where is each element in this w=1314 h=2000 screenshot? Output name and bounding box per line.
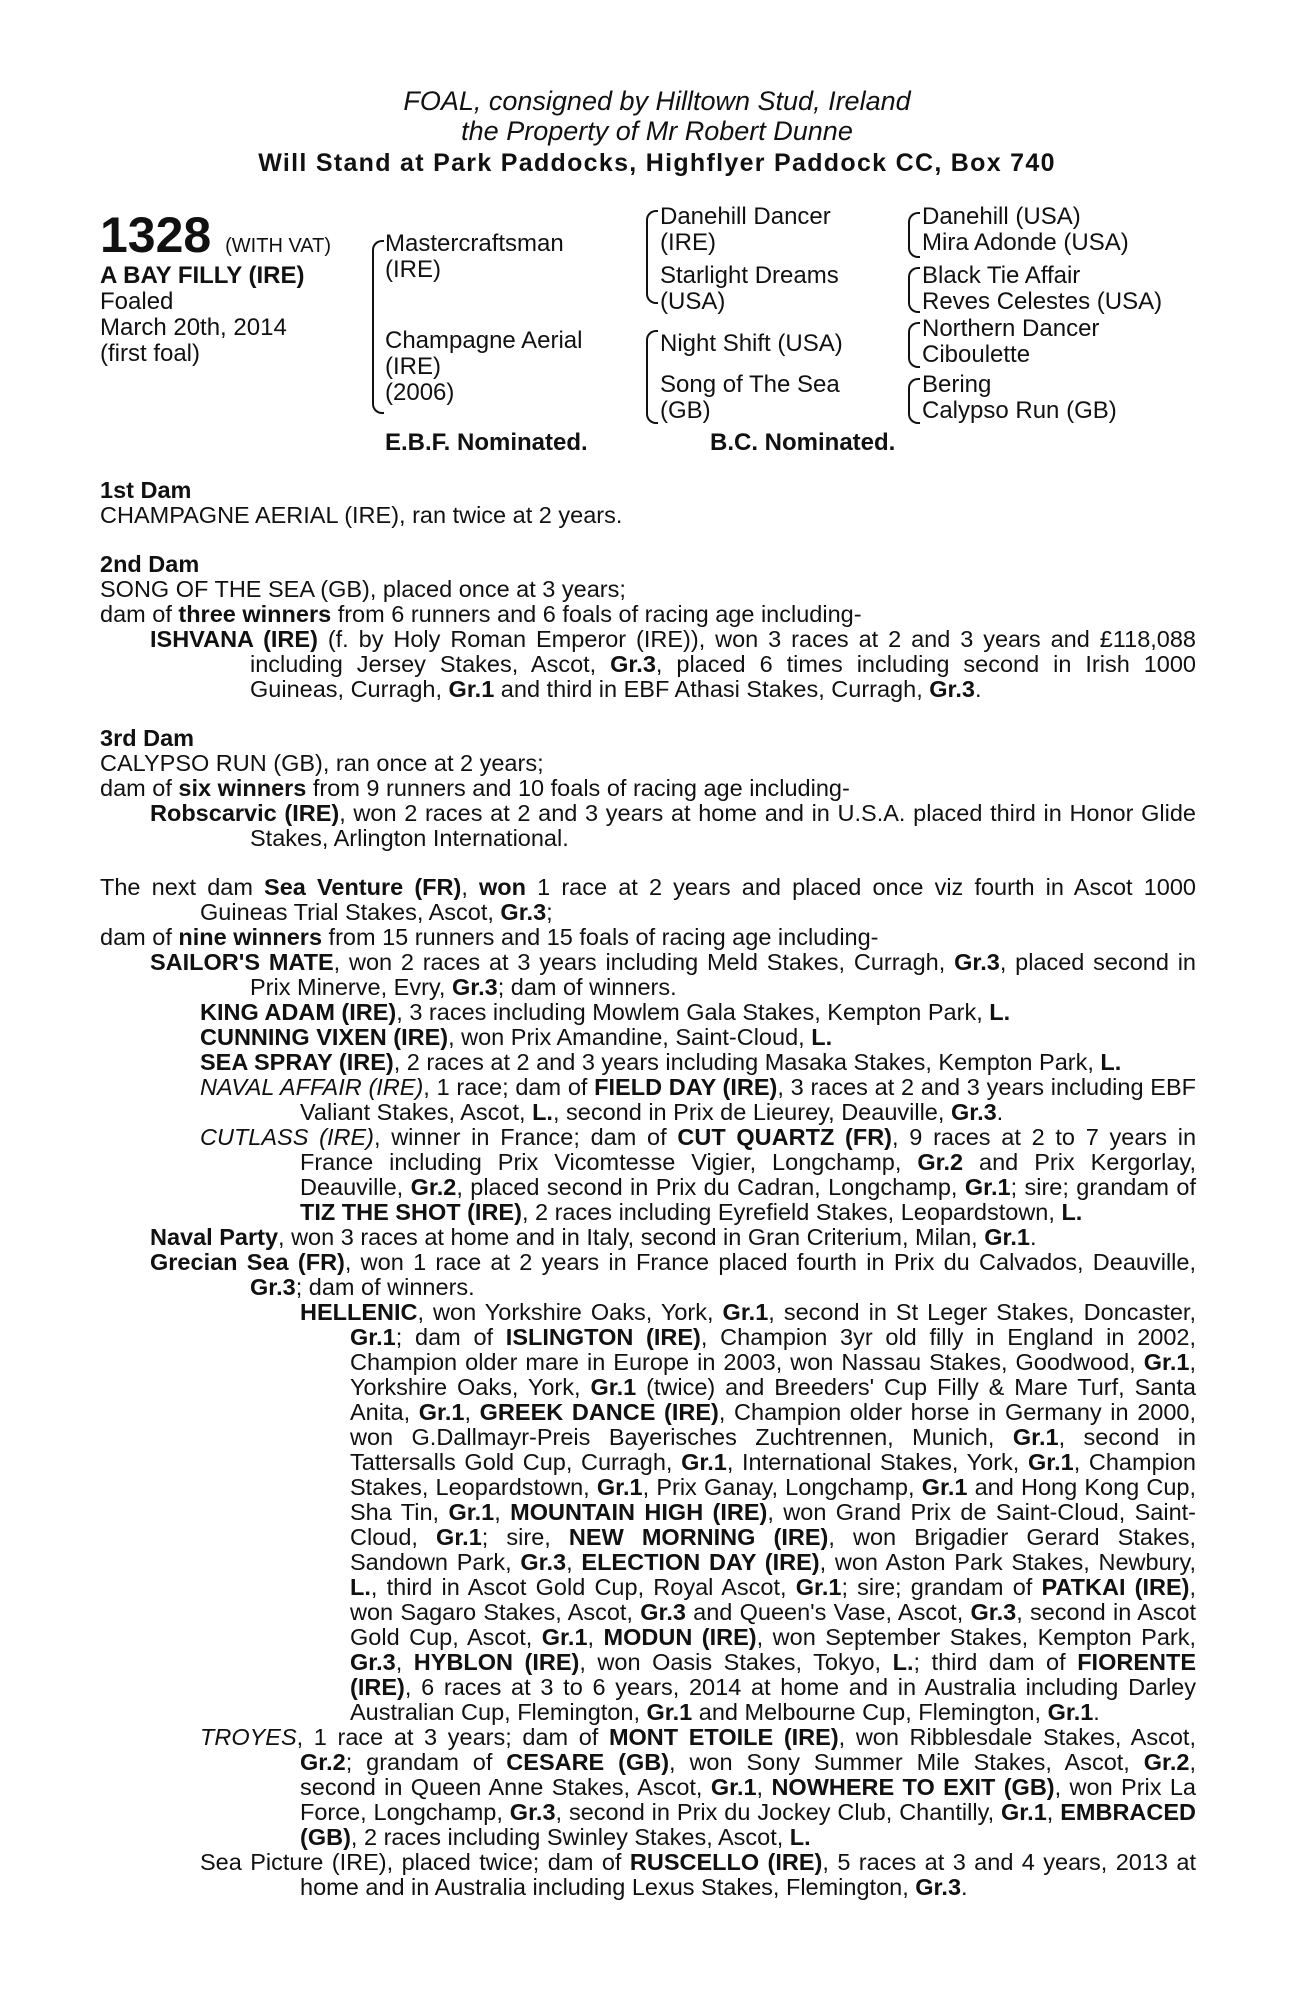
foaled-date: March 20th, 2014 [100, 314, 287, 341]
entry-cunning-vixen: CUNNING VIXEN (IRE), won Prix Amandine, Saint-Cloud, L. [200, 1024, 833, 1050]
dam3-heading: 3rd Dam [100, 725, 195, 751]
next-dam-line: The next dam Sea Venture (FR), won 1 race at 2 years and placed once viz fourth in Ascot 1000 Guineas Trial Stakes, Ascot, Gr.3; [100, 874, 1197, 925]
entry-hellenic: HELLENIC, won Yorkshire Oaks, York, Gr.1, second in St Leger Stakes, Doncaster, Gr.1; dam of ISLINGTON (IRE), Champion 3yr old filly in England in 2002, Champion older mare in Europe in 2003, won Nassau Stakes, Goodwood, Gr.1, Yorkshire Oaks, York, Gr.1 (twice) and Breeders' Cup Filly & Mare Turf, Santa Anita, Gr.1, GREEK DANCE (IRE), Champion older horse in Germany in 2000, won G.Dallmayr-Preis Bayerisches Zuchtrennen, Munich, Gr.1, second in Tattersalls Gold Cup, Curragh, Gr.1, International Stakes, York, Gr.1, Champion Stakes, Leopardstown, Gr.1, Prix Ganay, Longchamp, Gr.1 and Hong Kong Cup, Sha Tin, Gr.1, MOUNTAIN HIGH (IRE), won Grand Prix de Saint-Cloud, Saint-Cloud, Gr.1; sire, NEW MORNING (IRE), won Brigadier Gerard Stakes, Sandown Park, Gr.3, ELECTION DAY (IRE), won Aston Park Stakes, Newbury, L., third in Ascot Gold Cup, Royal Ascot, Gr.1; sire; grandam of PATKAI (IRE), won Sagaro Stakes, Ascot, Gr.3 and Queen's Vase, Ascot, Gr.3, second in Ascot Gold Cup, Ascot, Gr.1, MODUN (IRE), won September Stakes, Kempton Park, Gr.3, HYBLON (IRE), won Oasis Stakes, Tokyo, L.; third dam of FIORENTE (IRE), 6 races at 3 to 6 years, 2014 at home and in Australia including Darley Australian Cup, Flemington, Gr.1 and Melbourne Cup, Flemington, Gr.1. [300, 1299, 1197, 1725]
dam-dam: Song of The Sea [660, 371, 840, 398]
dam2-heading: 2nd Dam [100, 551, 200, 577]
sire-sire-country: (IRE) [660, 229, 716, 256]
ebf-nominated: E.B.F. Nominated. [385, 429, 588, 456]
dam-parents-brace [646, 330, 658, 424]
sire-dam: Starlight Dreams [660, 262, 839, 289]
dam1-heading: 1st Dam [100, 477, 192, 503]
grandparent-2: Mira Adonde (USA) [922, 229, 1129, 256]
dam2-entry-ishvana: ISHVANA (IRE) (f. by Holy Roman Emperor (IRE)), won 3 races at 2 and 3 years and £118,088 including Jersey Stakes, Ascot, Gr.3, placed 6 times including second in Irish 1000 Guineas, Curragh, Gr.1 and third in EBF Athasi Stakes, Curragh, Gr.3. [150, 626, 1197, 702]
entry-sea-picture: Sea Picture (IRE), placed twice; dam of RUSCELLO (IRE), 5 races at 3 and 4 years, 2013 at home and in Australia including Lexus Stakes, Flemington, Gr.3. [200, 1849, 1196, 1900]
dam2-line: SONG OF THE SEA (GB), placed once at 3 years; [100, 576, 626, 602]
entry-grecian-sea: Grecian Sea (FR), won 1 race at 2 years in France placed fourth in Prix du Calvados, Deauville, Gr.3; dam of winners. [150, 1249, 1196, 1300]
next-dam-produce: dam of nine winners from 15 runners and 15 foals of racing age including- [100, 924, 879, 950]
dam-country: (IRE) [385, 353, 441, 380]
g1-brace [908, 212, 920, 258]
entry-troyes: TROYES, 1 race at 3 years; dam of MONT ETOILE (IRE), won Ribblesdale Stakes, Ascot, Gr.2; grandam of CESARE (GB), won Sony Summer Mile Stakes, Ascot, Gr.2, second in Queen Anne Stakes, Ascot, Gr.1, NOWHERE TO EXIT (GB), won Prix La Force, Longchamp, Gr.3, second in Prix du Jockey Club, Chantilly, Gr.1, EMBRACED (GB), 2 races including Swinley Stakes, Ascot, L. [200, 1724, 1197, 1850]
entry-naval-party: Naval Party, won 3 races at home and in Italy, second in Gran Criterium, Milan, Gr.1. [150, 1224, 1037, 1250]
sire-name: Mastercraftsman [385, 230, 564, 257]
dam3-line: CALYPSO RUN (GB), ran once at 2 years; [100, 750, 544, 776]
dam-dam-country: (GB) [660, 397, 711, 424]
dam3-entry-robscarvic: Robscarvic (IRE), won 2 races at 2 and 3 years at home and in U.S.A. placed third in Honor Glide Stakes, Arlington International. [150, 800, 1196, 851]
dam2-produce: dam of three winners from 6 runners and 6 foals of racing age including- [100, 601, 862, 627]
sire-sire: Danehill Dancer [660, 203, 831, 230]
lot-name: A BAY FILLY (IRE) [100, 262, 305, 289]
lot-number: 1328 (WITH VAT) [100, 207, 332, 263]
entry-sea-spray: SEA SPRAY (IRE), 2 races at 2 and 3 years including Masaka Stakes, Kempton Park, L. [200, 1049, 1122, 1075]
grandparent-3: Black Tie Affair [922, 262, 1081, 289]
catalogue-body [100, 478, 1196, 1900]
dam-year: (2006) [385, 379, 455, 406]
entry-cutlass: CUTLASS (IRE), winner in France; dam of CUT QUARTZ (FR), 9 races at 2 to 7 years in France including Prix Vicomtesse Vigier, Longchamp, Gr.2 and Prix Kergorlay, Deauville, Gr.2, placed second in Prix du Cadran, Longchamp, Gr.1; sire; grandam of TIZ THE SHOT (IRE), 2 races including Eyrefield Stakes, Leopardstown, L. [200, 1124, 1197, 1225]
sire-country: (IRE) [385, 256, 441, 283]
vat-note: (WITH VAT) [225, 235, 332, 257]
grandparent-6: Ciboulette [922, 341, 1031, 368]
grandparent-8: Calypso Run (GB) [922, 397, 1117, 424]
entry-sailors-mate: SAILOR'S MATE, won 2 races at 3 years including Meld Stakes, Curragh, Gr.3, placed second in Prix Minerve, Evry, Gr.3; dam of winners. [150, 949, 1197, 1000]
grandparent-1: Danehill (USA) [922, 203, 1081, 230]
entry-king-adam: KING ADAM (IRE), 3 races including Mowlem Gala Stakes, Kempton Park, L. [200, 999, 1011, 1025]
grandparent-4: Reves Celestes (USA) [922, 288, 1163, 315]
dam-sire: Night Shift (USA) [660, 330, 843, 357]
property-line: the Property of Mr Robert Dunne [461, 116, 853, 146]
g3-brace [908, 322, 920, 368]
dam1-text: CHAMPAGNE AERIAL (IRE), ran twice at 2 years. [100, 502, 623, 528]
grandparent-5: Northern Dancer [922, 315, 1100, 342]
g4-brace [908, 378, 920, 424]
stand-line: Will Stand at Park Paddocks, Highflyer Paddock CC, Box 740 [258, 149, 1056, 177]
sire-parents-brace [646, 210, 658, 304]
first-foal-note: (first foal) [100, 340, 201, 367]
consignor-line: FOAL, consigned by Hilltown Stud, Ireland [403, 86, 911, 116]
entry-naval-affair: NAVAL AFFAIR (IRE), 1 race; dam of FIELD DAY (IRE), 3 races at 2 and 3 years including EBF Valiant Stakes, Ascot, L., second in Prix de Lieurey, Deauville, Gr.3. [200, 1074, 1196, 1125]
bc-nominated: B.C. Nominated. [710, 429, 896, 456]
sire-dam-country: (USA) [660, 288, 726, 315]
dam-name: Champagne Aerial [385, 327, 583, 354]
g2-brace [908, 267, 920, 313]
dam3-produce: dam of six winners from 9 runners and 10 foals of racing age including- [100, 775, 850, 801]
sire-dam-brace [372, 240, 384, 414]
grandparent-7: Bering [922, 371, 992, 398]
foaled-label: Foaled [100, 288, 174, 315]
